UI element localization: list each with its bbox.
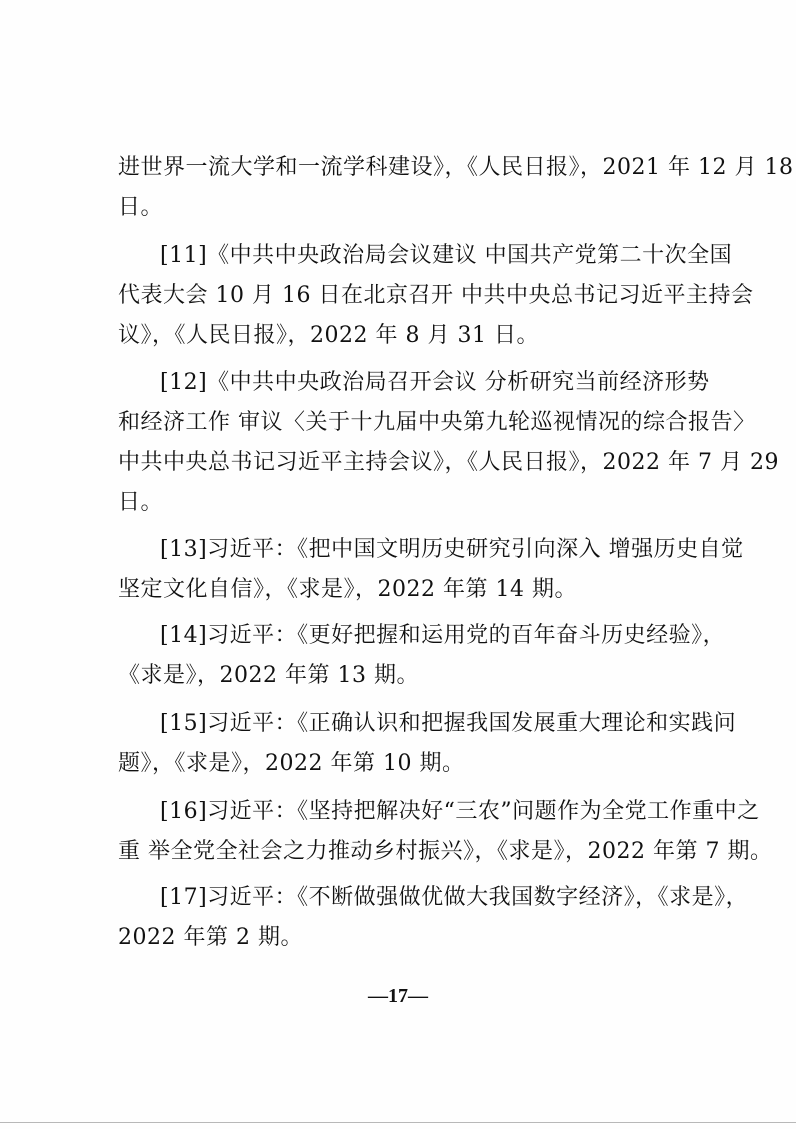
- text-line: 中共中央总书记习近平主持会议》，《人民日报》，2022 年 7 月 29: [118, 450, 779, 475]
- text-line: 议》，《人民日报》，2022 年 8 月 31 日。: [118, 323, 539, 348]
- reference-13-line: [13]习近平：《把中国文明历史研究引向深入 增强历史自觉: [160, 537, 744, 562]
- text-line: 和经济工作 审议〈关于十九届中央第九轮巡视情况的综合报告〉: [118, 410, 756, 435]
- reference-12-line: [12]《中共中央政治局召开会议 分析研究当前经济形势: [160, 370, 710, 395]
- reference-17-line: [17]习近平：《不断做强做优做大我国数字经济》，《求是》，: [160, 885, 749, 910]
- text-line: 进世界一流大学和一流学科建设》，《人民日报》，2021 年 12 月 18: [118, 155, 794, 180]
- reference-11-line: [11]《中共中央政治局会议建议 中国共产党第二十次全国: [160, 243, 733, 268]
- text-line: 代表大会 10 月 16 日在北京召开 中共中央总书记习近平主持会: [118, 283, 754, 308]
- scan-edge-line: [0, 1122, 796, 1123]
- text-line: 重 举全党全社会之力推动乡村振兴》，《求是》，2022 年第 7 期。: [118, 839, 773, 864]
- reference-16-line: [16]习近平：《坚持把解决好“三农”问题作为全党工作重中之: [160, 799, 760, 824]
- reference-14-line: [14]习近平：《更好把握和运用党的百年奋斗历史经验》，: [160, 623, 726, 648]
- text-line: 坚定文化自信》，《求是》，2022 年第 14 期。: [118, 577, 577, 602]
- text-line: 《求是》，2022 年第 13 期。: [118, 663, 419, 688]
- text-line: 题》，《求是》，2022 年第 10 期。: [118, 751, 465, 776]
- text-line: 日。: [118, 490, 164, 515]
- text-line: 2022 年第 2 期。: [118, 925, 303, 950]
- page-number: —17—: [368, 985, 428, 1007]
- reference-15-line: [15]习近平：《正确认识和把握我国发展重大理论和实践问: [160, 711, 737, 736]
- text-line: 日。: [118, 195, 164, 220]
